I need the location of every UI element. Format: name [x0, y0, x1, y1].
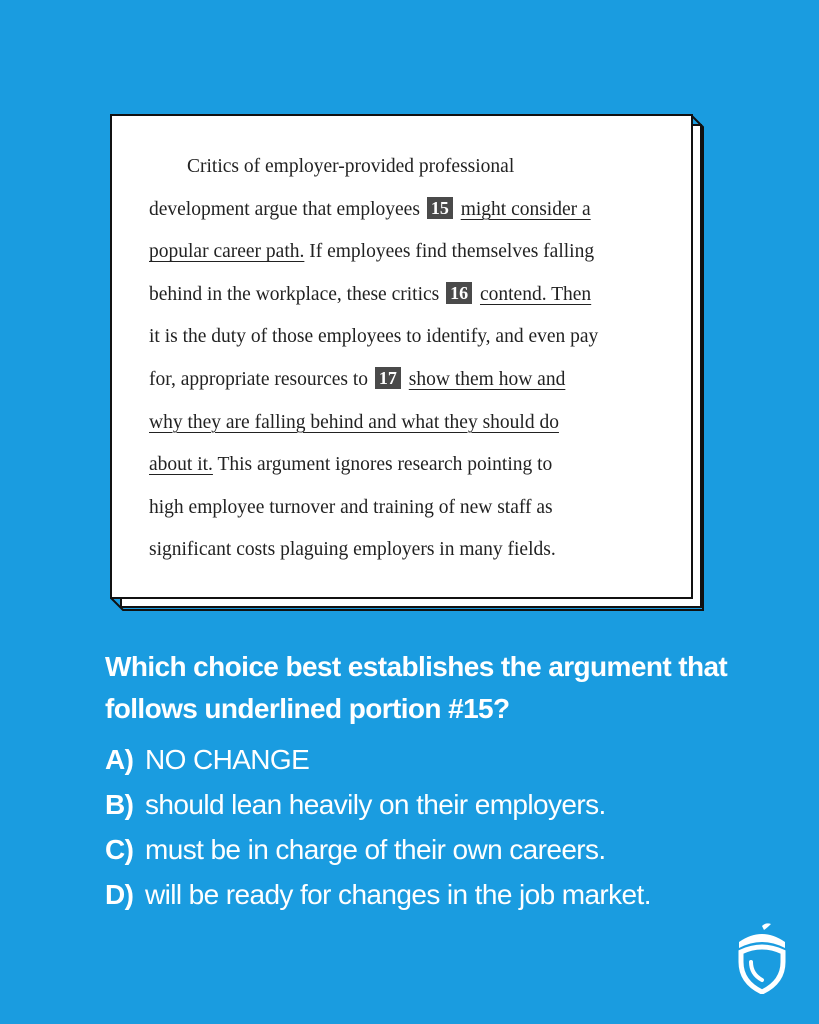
choice-text: will be ready for changes in the job market.	[145, 879, 651, 910]
question-text: Which choice best establishes the argument that follows underlined portion #15?	[105, 651, 728, 724]
choice-text: should lean heavily on their employers.	[145, 789, 606, 820]
passage-line: development argue that employees 15 might consider a	[149, 197, 591, 220]
choice-d[interactable]	[105, 872, 805, 917]
passage-line: behind in the workplace, these critics 16 contend. Then	[149, 282, 592, 305]
marker-15[interactable]: 15	[427, 197, 453, 219]
acorn-shield-icon	[733, 922, 791, 994]
choice-letter: B)	[105, 789, 134, 820]
choice-c[interactable]	[105, 827, 805, 872]
underlined-portion-17-end[interactable]: about it.	[149, 454, 213, 476]
passage-line: high employee turnover and training of new staff as	[149, 496, 553, 518]
passage-card	[110, 114, 706, 612]
passage-line: about it. This argument ignores research pointing to	[149, 454, 553, 476]
passage-line: significant costs plaguing employers in many fields.	[149, 539, 556, 561]
underlined-portion-17-cont[interactable]: why they are falling behind and what they should do	[149, 411, 559, 433]
passage-line: popular career path. If employees find themselves falling	[149, 241, 595, 263]
passage-line	[149, 402, 684, 445]
underlined-portion-15[interactable]: might consider a	[460, 198, 591, 220]
underlined-portion-17[interactable]: show them how and	[408, 368, 566, 390]
underlined-portion-16[interactable]: contend. Then	[479, 283, 592, 305]
passage-line: for, appropriate resources to 17 show them how and	[149, 367, 566, 390]
choice-letter: D)	[105, 879, 134, 910]
underlined-portion-15-cont[interactable]: popular career path.	[149, 241, 305, 263]
choice-text: NO CHANGE	[145, 744, 310, 775]
choice-text: must be in charge of their own careers.	[145, 834, 606, 865]
marker-17[interactable]: 17	[375, 367, 401, 389]
answer-choices	[105, 737, 805, 917]
choice-letter: A)	[105, 744, 134, 775]
passage-line: it is the duty of those employees to identify, and even pay	[149, 326, 599, 348]
choice-letter: C)	[105, 834, 134, 865]
passage-page	[110, 114, 693, 599]
passage-text	[149, 146, 684, 572]
choice-a[interactable]	[105, 737, 805, 782]
marker-16[interactable]: 16	[446, 282, 472, 304]
passage-line: Critics of employer-provided professional	[187, 156, 515, 177]
choice-b[interactable]	[105, 782, 805, 827]
